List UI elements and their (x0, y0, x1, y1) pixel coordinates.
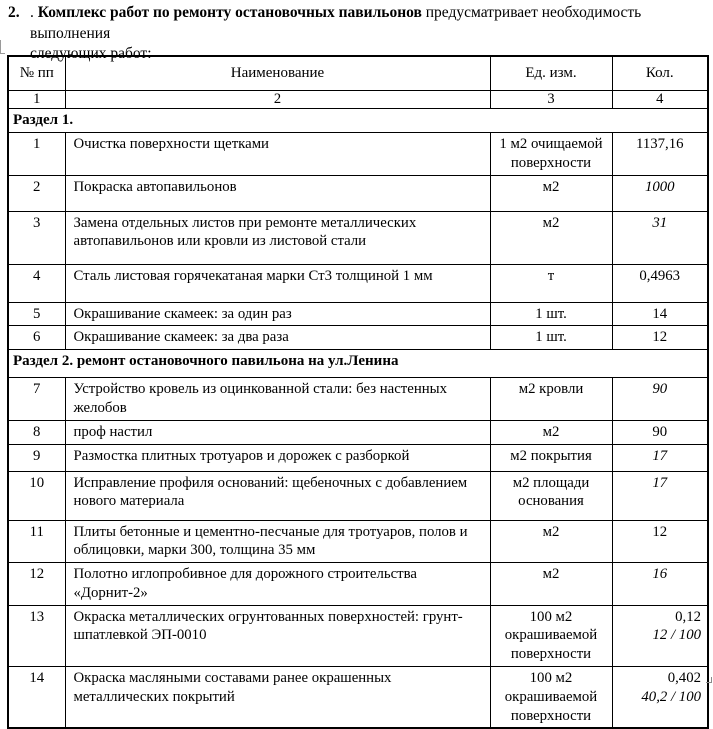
intro-regular-text: предусматривает необходимость выполнения (30, 4, 642, 42)
table-row (8, 326, 708, 350)
quantity-cell (612, 175, 708, 211)
work-name-cell: проф настил (65, 420, 490, 444)
quantity-cell (612, 326, 708, 350)
table-row (8, 563, 708, 606)
table-row (8, 605, 708, 666)
table-row (8, 378, 708, 421)
table-row (8, 520, 708, 563)
intro-bold-text: Комплекс работ по ремонту остановочных павильонов (37, 4, 422, 21)
column-number-4: 4 (612, 91, 708, 109)
quantity-cell (612, 133, 708, 176)
quantity-cell (612, 605, 708, 666)
unit-cell: м2 (490, 520, 612, 563)
row-number-cell: 1 (8, 133, 65, 176)
intro-line2: следующих работ: (30, 45, 152, 63)
quantity-value: 16 (652, 566, 668, 583)
quantity-fraction: 40,2 / 100 (641, 688, 701, 705)
row-number-cell: 4 (8, 264, 65, 302)
quantity-fraction: 12 / 100 (652, 627, 701, 644)
unit-cell: м2 (490, 563, 612, 606)
quantity-value: 1137,16 (635, 136, 684, 153)
unit-cell: 1 шт. (490, 302, 612, 326)
unit-cell: м2 (490, 211, 612, 264)
column-number-1: 1 (8, 91, 65, 109)
unit-cell: т (490, 264, 612, 302)
work-name-cell: Устройство кровель из оцинкованной стали: без настенных желобов (65, 378, 490, 421)
quantity-value: 1000 (644, 178, 675, 195)
work-name-cell: Очистка поверхности щетками (65, 133, 490, 176)
quantity-value: 31 (652, 214, 668, 231)
table-row (8, 175, 708, 211)
row-number-cell: 10 (8, 471, 65, 520)
quantity-value: 17 (652, 474, 668, 491)
row-number-cell: 14 (8, 666, 65, 728)
table-row (8, 444, 708, 471)
unit-cell: м2 кровли (490, 378, 612, 421)
quantity-cell (612, 420, 708, 444)
row-number-cell: 11 (8, 520, 65, 563)
row-number-cell: 7 (8, 378, 65, 421)
unit-cell: 1 шт. (490, 326, 612, 350)
unit-cell: 1 м2 очищаемой поверхности (490, 133, 612, 176)
row-number-cell: 12 (8, 563, 65, 606)
unit-cell: м2 (490, 175, 612, 211)
quantity-cell (612, 520, 708, 563)
table-row (8, 264, 708, 302)
table-row (8, 420, 708, 444)
section-row (8, 109, 708, 133)
quantity-value: 0,4963 (639, 267, 681, 284)
work-items-table (7, 55, 709, 729)
quantity-value: 0,12 (675, 608, 701, 625)
quantity-value: 17 (652, 447, 668, 464)
section-header: Раздел 1. (8, 109, 708, 133)
table-row (8, 471, 708, 520)
col-header-num: № пп (8, 56, 65, 91)
table-row (8, 211, 708, 264)
col-header-qty: Кол. (612, 56, 708, 91)
work-name-cell: Окрашивание скамеек: за два раза (65, 326, 490, 350)
quantity-value: 90 (652, 423, 668, 440)
work-name-cell: Исправление профиля оснований: щебеночных с добавлением нового материала (65, 471, 490, 520)
list-number: 2. (8, 4, 20, 21)
quantity-value: 14 (652, 305, 668, 322)
col-header-name: Наименование (65, 56, 490, 91)
unit-cell: 100 м2 окрашиваемой поверхности (490, 666, 612, 728)
quantity-value: 0,402 (667, 669, 701, 686)
quantity-cell (612, 471, 708, 520)
quantity-value: 12 (652, 329, 668, 346)
quantity-cell (612, 302, 708, 326)
intro-leading-dot: . (30, 4, 34, 21)
row-number-cell: 13 (8, 605, 65, 666)
quantity-cell (612, 211, 708, 264)
work-name-cell: Размостка плитных тротуаров и дорожек с разборкой (65, 444, 490, 471)
quantity-cell (612, 378, 708, 421)
table-row (8, 133, 708, 176)
quantity-cell (612, 563, 708, 606)
table-anchor-mark (0, 40, 5, 54)
table-row (8, 302, 708, 326)
column-number-3: 3 (490, 91, 612, 109)
work-name-cell: Сталь листовая горячекатаная марки Ст3 толщиной 1 мм (65, 264, 490, 302)
column-number-row (8, 91, 708, 109)
row-number-cell: 6 (8, 326, 65, 350)
work-name-cell: Замена отдельных листов при ремонте металлических автопавильонов или кровли из листовой стали (65, 211, 490, 264)
work-name-cell: Окраска масляными составами ранее окрашенных металлических покрытий (65, 666, 490, 728)
table-resize-mark (706, 677, 712, 683)
column-number-2: 2 (65, 91, 490, 109)
work-name-cell: Покраска автопавильонов (65, 175, 490, 211)
row-number-cell: 8 (8, 420, 65, 444)
table-row (8, 666, 708, 728)
quantity-value: 90 (652, 381, 668, 398)
work-name-cell: Плиты бетонные и цементно-песчаные для тротуаров, полов и облицовки, марки 300, толщина 35 мм (65, 520, 490, 563)
row-number-cell: 2 (8, 175, 65, 211)
unit-cell: м2 площади основания (490, 471, 612, 520)
unit-cell: м2 покрытия (490, 444, 612, 471)
work-name-cell: Окраска металлических огрунтованных поверхностей: грунт-шпатлевкой ЭП-0010 (65, 605, 490, 666)
unit-cell: 100 м2 окрашиваемой поверхности (490, 605, 612, 666)
row-number-cell: 3 (8, 211, 65, 264)
work-name-cell: Окрашивание скамеек: за один раз (65, 302, 490, 326)
table-header-row (8, 56, 708, 91)
quantity-cell (612, 666, 708, 728)
work-name-cell: Полотно иглопробивное для дорожного строительства «Дорнит-2» (65, 563, 490, 606)
unit-cell: м2 (490, 420, 612, 444)
row-number-cell: 5 (8, 302, 65, 326)
quantity-cell (612, 444, 708, 471)
table-body (8, 109, 708, 729)
section-row (8, 350, 708, 378)
quantity-cell (612, 264, 708, 302)
col-header-unit: Ед. изм. (490, 56, 612, 91)
section-header: Раздел 2. ремонт остановочного павильона на ул.Ленина (8, 350, 708, 378)
row-number-cell: 9 (8, 444, 65, 471)
quantity-value: 12 (652, 523, 668, 540)
